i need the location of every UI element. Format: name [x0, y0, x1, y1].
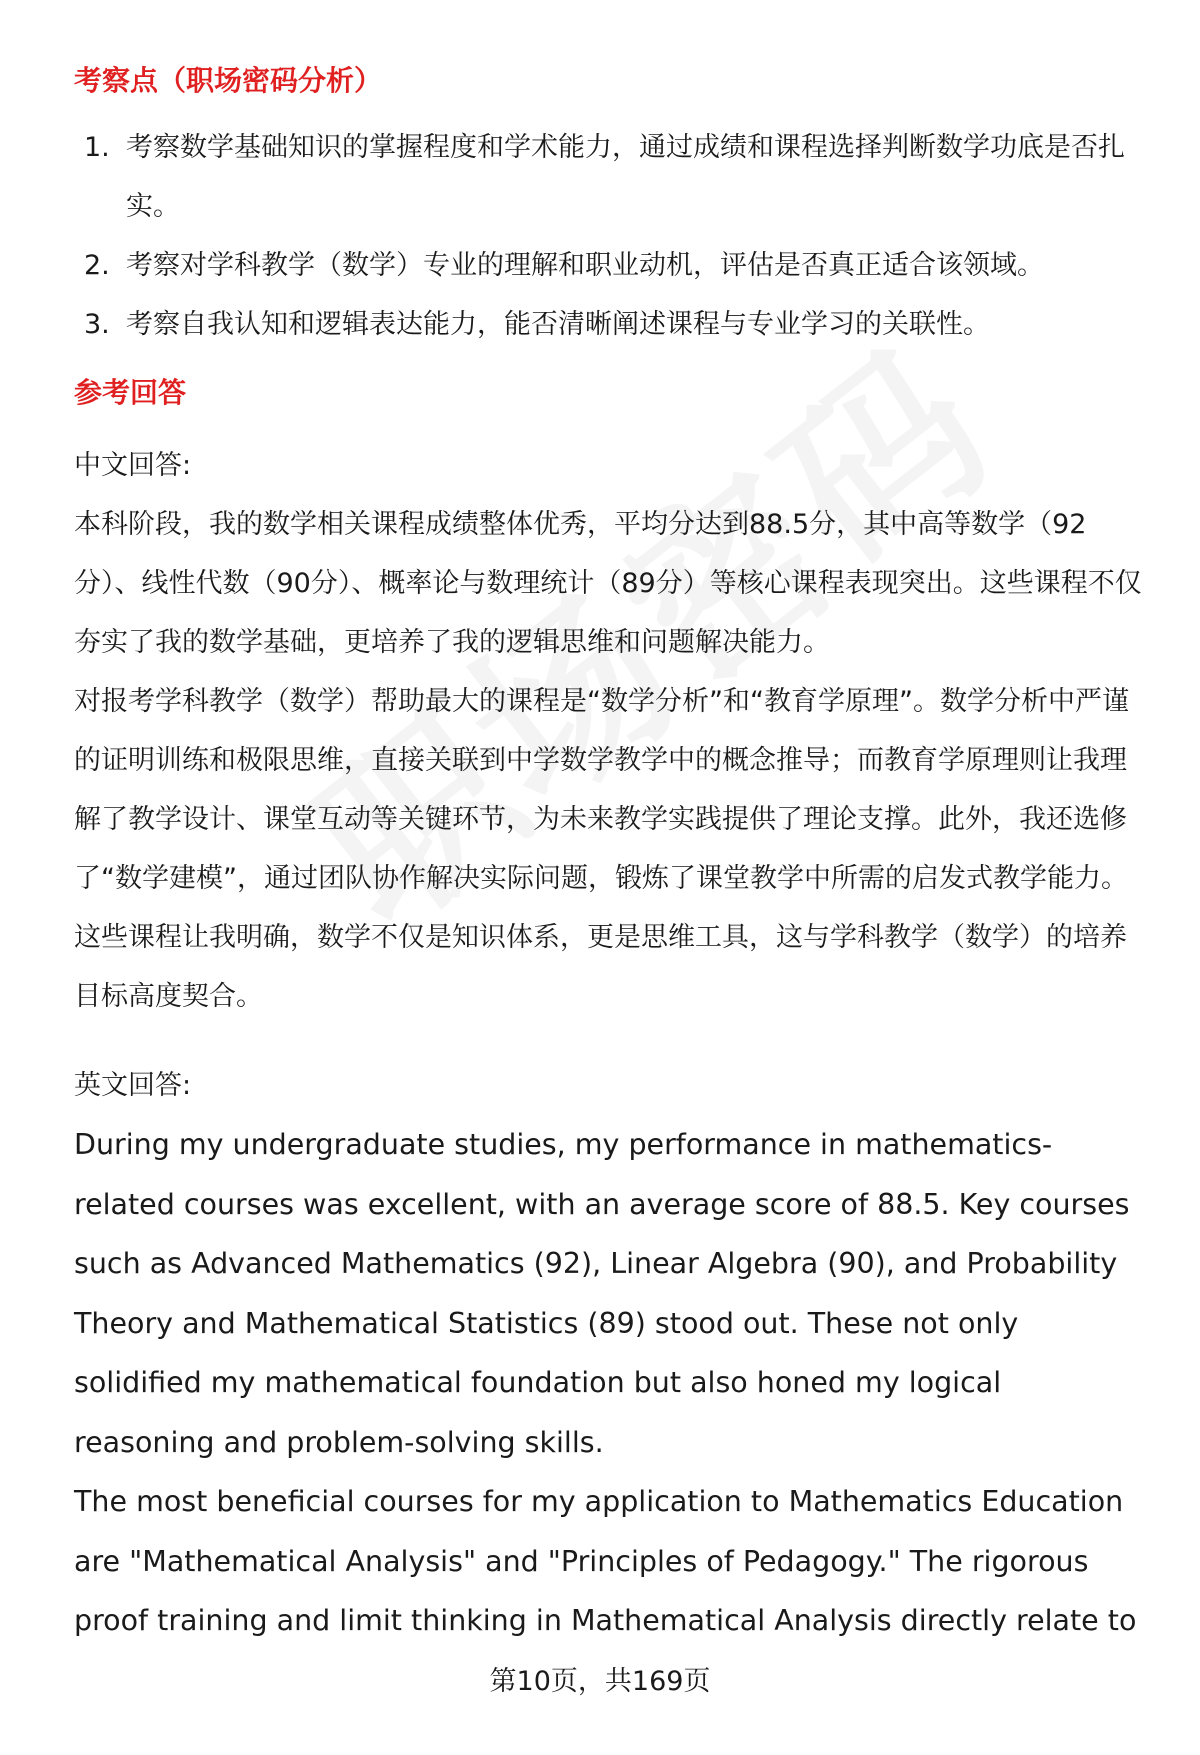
chinese-answer-label: 中文回答:	[74, 450, 192, 481]
page-indicator: 第10页，共169页	[489, 1666, 711, 1697]
reference-answer-heading: 参考回答	[74, 376, 187, 409]
list-item-text: 考察对学科教学（数学）专业的理解和职业动机，评估是否真正适合该领域。	[126, 250, 1044, 281]
document-page	[74, 56, 1144, 1651]
list-item	[74, 118, 1144, 236]
english-answer-paragraph: During my undergraduate studies, my performance in mathematics-related courses was excellent, with an average score of 88.5. Key courses such as Advanced Mathematics (92), Linear Algebra (90), and Probability Theory and Mathematical Statistics (89) stood out. These not only solidified my mathematical foundation but also honed my logical reasoning and problem-solving skills.	[74, 1128, 1130, 1459]
list-item	[74, 295, 1144, 354]
exam-points-heading: 考察点（职场密码分析）	[74, 64, 383, 97]
chinese-answer-paragraph: 本科阶段，我的数学相关课程成绩整体优秀，平均分达到88.5分，其中高等数学（92分）、线性代数（90分）、概率论与数理统计（89分）等核心课程表现突出。这些课程不仅夯实了我的数学基础，更培养了我的逻辑思维和问题解决能力。	[74, 509, 1142, 658]
list-item-text: 考察数学基础知识的掌握程度和学术能力，通过成绩和课程选择判断数学功底是否扎实。	[126, 132, 1125, 222]
chinese-answer-paragraph: 对报考学科教学（数学）帮助最大的课程是“数学分析”和“教育学原理”。数学分析中严谨的证明训练和极限思维，直接关联到中学数学教学中的概念推导；而教育学原理则让我理解了教学设计、课堂互动等关键环节，为未来教学实践提供了理论支撑。此外，我还选修了“数学建模”，通过团队协作解决实际问题，锻炼了课堂教学中所需的启发式教学能力。这些课程让我明确，数学不仅是知识体系，更是思维工具，这与学科教学（数学）的培养目标高度契合。	[74, 686, 1129, 1012]
list-number: 2.	[84, 250, 110, 281]
list-number: 3.	[84, 309, 110, 340]
english-answer-label: 英文回答:	[74, 1070, 192, 1101]
list-item-text: 考察自我认知和逻辑表达能力，能否清晰阐述课程与专业学习的关联性。	[126, 309, 990, 340]
list-item	[74, 236, 1144, 295]
english-answer-paragraph: The most beneficial courses for my application to Mathematics Education are "Mathematical Analysis" and "Principles of Pedagogy." The rigorous proof training and limit thinking in Mathematical Analysis directly relate to	[74, 1485, 1137, 1637]
exam-points-list	[74, 118, 1144, 354]
list-number: 1.	[84, 132, 110, 163]
